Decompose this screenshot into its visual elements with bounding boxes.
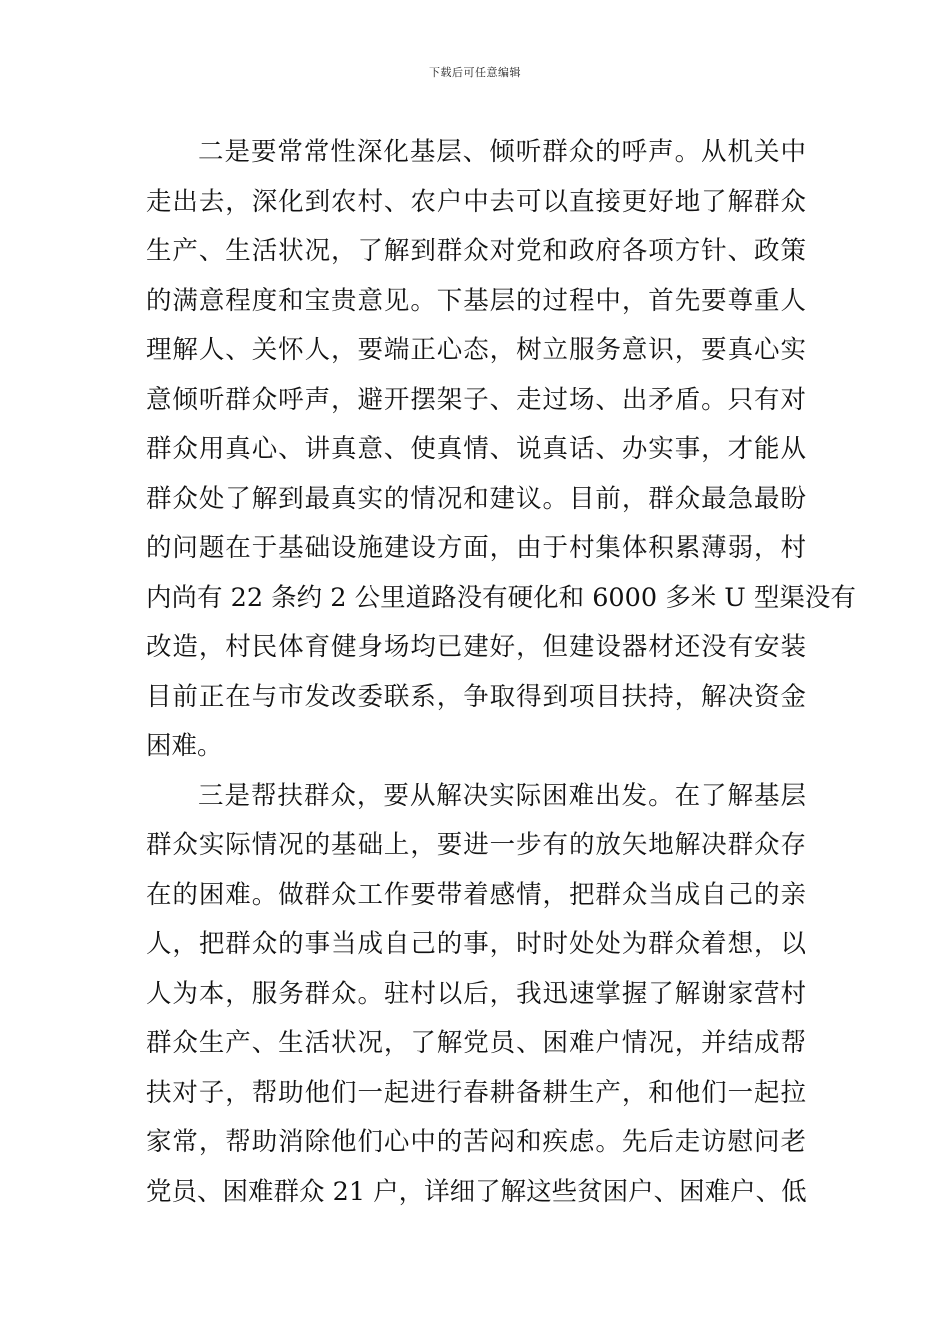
paragraph-2-line-3: 在的困难。做群众工作要带着感情，把群众当成自己的亲 — [146, 879, 806, 910]
paragraph-1-line-13: 困难。 — [146, 731, 223, 761]
paragraph-1-line-4: 的满意程度和宝贵意见。下基层的过程中，首先要尊重人 — [146, 285, 806, 316]
paragraph-1-line-11: 改造，村民体育健身场均已建好，但建设器材还没有安装 — [146, 632, 806, 662]
paragraph-1-line-12: 目前正在与市发改委联系，争取得到项目扶持，解决资金 — [146, 681, 806, 712]
paragraph-1-line-5: 理解人、关怀人，要端正心态，树立服务意识，要真心实 — [146, 335, 806, 365]
paragraph-1-line-6: 意倾听群众呼声，避开摆架子、走过场、出矛盾。只有对 — [146, 384, 806, 415]
paragraph-2-line-6: 群众生产、生活状况，了解党员、困难户情况，并结成帮 — [146, 1028, 806, 1058]
paragraph-2-line-1: 三是帮扶群众，要从解决实际困难出发。在了解基层 — [198, 780, 806, 811]
paragraph-2-line-5: 人为本，服务群众。驻村以后，我迅速掌握了解谢家营村 — [146, 978, 806, 1009]
paragraph-1-line-1: 二是要常常性深化基层、倾听群众的呼声。从机关中 — [198, 137, 806, 167]
paragraph-1-line-10: 内尚有 22 条约 2 公里道路没有硬化和 6000 多米 U 型渠没有 — [146, 582, 856, 613]
paragraph-1-line-8: 群众处了解到最真实的情况和建议。目前，群众最急最盼 — [146, 483, 806, 514]
paragraph-2-line-7: 扶对子，帮助他们一起进行春耕备耕生产，和他们一起拉 — [146, 1077, 806, 1108]
paragraph-1-line-2: 走出去，深化到农村、农户中去可以直接更好地了解群众 — [146, 186, 806, 217]
body-text — [146, 128, 856, 1217]
paragraph-2-line-8: 家常，帮助消除他们心中的苦闷和疾虑。先后走访慰问老 — [146, 1127, 806, 1157]
paragraph-2-line-4: 人，把群众的事当成自己的事，时时处处为群众着想，以 — [146, 929, 806, 959]
header-note: 下载后可任意编辑 — [429, 66, 521, 79]
paragraph-1-line-3: 生产、生活状况，了解到群众对党和政府各项方针、政策 — [146, 236, 806, 266]
paragraph-2-line-9: 党员、困难群众 21 户，详细了解这些贫困户、困难户、低 — [146, 1176, 807, 1207]
paragraph-1-line-9: 的问题在于基础设施建设方面，由于村集体积累薄弱，村 — [146, 533, 806, 563]
paragraph-2-line-2: 群众实际情况的基础上，要进一步有的放矢地解决群众存 — [146, 830, 806, 860]
paragraph-1-line-7: 群众用真心、讲真意、使真情、说真话、办实事，才能从 — [146, 434, 806, 464]
